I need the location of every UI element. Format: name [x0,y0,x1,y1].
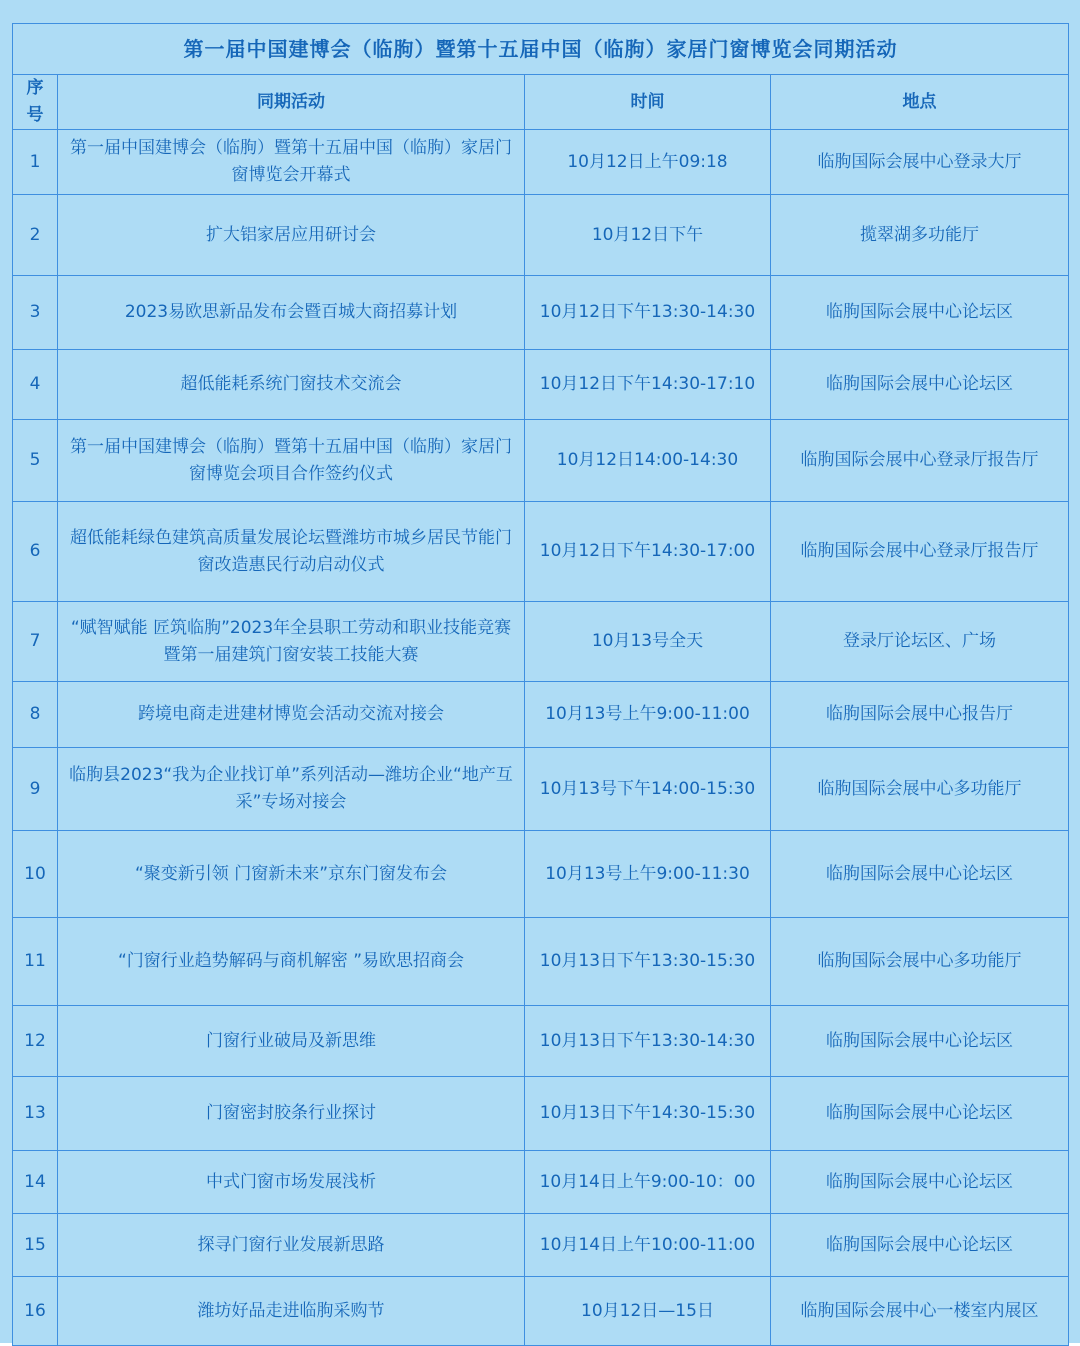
header-number: 序号 [13,75,58,130]
row-activity: 探寻门窗行业发展新思路 [58,1214,525,1277]
row-number: 13 [13,1077,58,1151]
table-row [13,918,1069,1006]
row-activity: 超低能耗绿色建筑高质量发展论坛暨潍坊市城乡居民节能门窗改造惠民行动启动仪式 [58,502,525,602]
row-place: 临朐国际会展中心多功能厅 [771,748,1069,831]
row-time: 10月12日下午14:30-17:10 [525,350,771,420]
row-time: 10月12日下午 [525,195,771,276]
table-row [13,748,1069,831]
row-number: 12 [13,1006,58,1077]
row-number: 1 [13,130,58,195]
table-title: 第一届中国建博会（临朐）暨第十五届中国（临朐）家居门窗博览会同期活动 [13,24,1069,75]
row-activity: 门窗密封胶条行业探讨 [58,1077,525,1151]
row-time: 10月12日14:00-14:30 [525,420,771,502]
activity-schedule-table [12,23,1069,1346]
row-number: 5 [13,420,58,502]
row-activity: 第一届中国建博会（临朐）暨第十五届中国（临朐）家居门窗博览会项目合作签约仪式 [58,420,525,502]
header-row [13,75,1069,130]
table-row [13,276,1069,350]
table-row [13,682,1069,748]
table-row [13,1214,1069,1277]
row-number: 10 [13,831,58,918]
row-place: 临朐国际会展中心论坛区 [771,831,1069,918]
row-number: 15 [13,1214,58,1277]
row-number: 9 [13,748,58,831]
row-number: 2 [13,195,58,276]
row-place: 临朐国际会展中心报告厅 [771,682,1069,748]
row-activity: “赋智赋能 匠筑临朐”2023年全县职工劳动和职业技能竞赛暨第一届建筑门窗安装工技能大赛 [58,602,525,682]
row-activity: 潍坊好品走进临朐采购节 [58,1277,525,1346]
row-place: 临朐国际会展中心论坛区 [771,1214,1069,1277]
row-activity: 第一届中国建博会（临朐）暨第十五届中国（临朐）家居门窗博览会开幕式 [58,130,525,195]
header-activity: 同期活动 [58,75,525,130]
table-row [13,831,1069,918]
row-time: 10月12日下午13:30-14:30 [525,276,771,350]
table-row [13,420,1069,502]
row-time: 10月13日下午14:30-15:30 [525,1077,771,1151]
row-time: 10月13日下午13:30-14:30 [525,1006,771,1077]
row-activity: “聚变新引领 门窗新未来”京东门窗发布会 [58,831,525,918]
row-time: 10月13日下午13:30-15:30 [525,918,771,1006]
table-row [13,502,1069,602]
table-row [13,350,1069,420]
row-time: 10月14日上午9:00-10：00 [525,1151,771,1214]
table-row [13,1006,1069,1077]
row-place: 揽翠湖多功能厅 [771,195,1069,276]
row-number: 8 [13,682,58,748]
row-activity: 临朐县2023“我为企业找订单”系列活动—潍坊企业“地产互采”专场对接会 [58,748,525,831]
row-time: 10月13号上午9:00-11:30 [525,831,771,918]
row-time: 10月14日上午10:00-11:00 [525,1214,771,1277]
row-place: 临朐国际会展中心论坛区 [771,350,1069,420]
row-activity: 2023易欧思新品发布会暨百城大商招募计划 [58,276,525,350]
row-activity: 中式门窗市场发展浅析 [58,1151,525,1214]
row-place: 临朐国际会展中心一楼室内展区 [771,1277,1069,1346]
row-number: 16 [13,1277,58,1346]
row-number: 3 [13,276,58,350]
row-number: 4 [13,350,58,420]
row-number: 14 [13,1151,58,1214]
row-place: 登录厅论坛区、广场 [771,602,1069,682]
table-row [13,1151,1069,1214]
row-time: 10月12日下午14:30-17:00 [525,502,771,602]
table-row [13,602,1069,682]
row-activity: 扩大铝家居应用研讨会 [58,195,525,276]
row-activity: “门窗行业趋势解码与商机解密 ”易欧思招商会 [58,918,525,1006]
table-row [13,130,1069,195]
row-time: 10月12日上午09:18 [525,130,771,195]
row-place: 临朐国际会展中心论坛区 [771,1077,1069,1151]
row-time: 10月13号下午14:00-15:30 [525,748,771,831]
row-place: 临朐国际会展中心登录厅报告厅 [771,420,1069,502]
table-row [13,195,1069,276]
row-place: 临朐国际会展中心论坛区 [771,1006,1069,1077]
schedule-body [13,130,1069,1346]
row-time: 10月13号上午9:00-11:00 [525,682,771,748]
row-time: 10月12日—15日 [525,1277,771,1346]
header-time: 时间 [525,75,771,130]
row-place: 临朐国际会展中心登录大厅 [771,130,1069,195]
row-place: 临朐国际会展中心登录厅报告厅 [771,502,1069,602]
row-activity: 超低能耗系统门窗技术交流会 [58,350,525,420]
row-place: 临朐国际会展中心论坛区 [771,1151,1069,1214]
row-number: 6 [13,502,58,602]
row-number: 11 [13,918,58,1006]
row-activity: 门窗行业破局及新思维 [58,1006,525,1077]
table-row [13,1277,1069,1346]
header-place: 地点 [771,75,1069,130]
row-number: 7 [13,602,58,682]
row-activity: 跨境电商走进建材博览会活动交流对接会 [58,682,525,748]
table-row [13,1077,1069,1151]
row-place: 临朐国际会展中心论坛区 [771,276,1069,350]
row-time: 10月13号全天 [525,602,771,682]
row-place: 临朐国际会展中心多功能厅 [771,918,1069,1006]
